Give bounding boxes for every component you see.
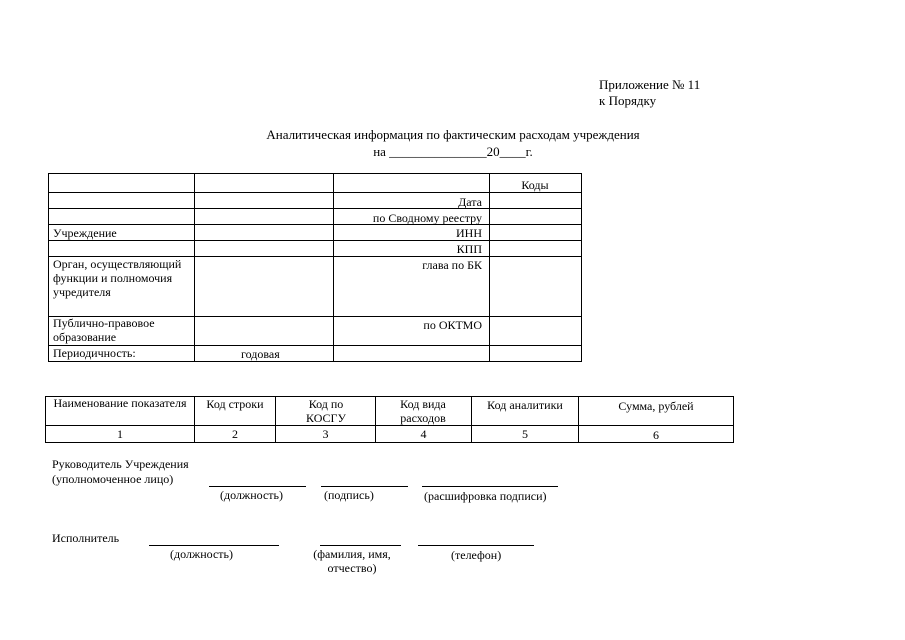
label-inn: ИНН (456, 226, 482, 240)
label-consolidated-register: по Сводному реестру (372, 211, 482, 225)
appendix-number: Приложение № 11 (599, 77, 701, 92)
head-signature-line (321, 486, 408, 487)
label-budget-code-head: глава по БК (422, 258, 482, 272)
appendix-reference: к Порядку (599, 93, 657, 108)
head-caption-signature: (подпись) (324, 488, 374, 502)
label-date: Дата (458, 195, 482, 209)
label-public-entity: Публично-правовое образование (53, 316, 155, 344)
label-kpp: КПП (456, 242, 482, 256)
executor-label: Исполнитель (52, 531, 120, 545)
codes-header: Коды (521, 178, 549, 192)
head-position-line (209, 486, 306, 487)
label-founder-authority: Орган, осуществляющий функции и полномочия учредителя (53, 257, 182, 299)
col-number-2: 2 (232, 427, 238, 441)
document-date-line: на _______________20____г. (373, 144, 533, 159)
label-periodicity: Периодичность: (53, 346, 136, 360)
executor-phone-line (418, 545, 534, 546)
col-number-5: 5 (522, 427, 528, 441)
executor-caption-phone: (телефон) (451, 548, 502, 562)
executor-caption-position: (должность) (170, 547, 233, 561)
col-header-expense-type: Код вида расходов (400, 397, 446, 425)
label-oktmo: по ОКТМО (423, 318, 482, 332)
executor-fullname-line (320, 545, 401, 546)
col-header-amount: Сумма, рублей (618, 399, 694, 413)
col-header-indicator: Наименование показателя (53, 396, 187, 410)
col-header-analytics: Код аналитики (487, 398, 563, 412)
head-label-note: (уполномоченное лицо) (52, 472, 174, 486)
executor-position-line (149, 545, 279, 546)
executor-caption-fullname: (фамилия, имя, отчество) (313, 547, 391, 575)
col-header-kosgu: Код по КОСГУ (306, 397, 346, 425)
col-header-row-code: Код строки (206, 397, 264, 411)
document-title: Аналитическая информация по фактическим расходам учреждения (266, 127, 640, 142)
head-caption-name: (расшифровка подписи) (424, 489, 547, 503)
col-number-3: 3 (322, 427, 329, 441)
head-name-line (422, 486, 558, 487)
col-number-4: 4 (420, 427, 427, 441)
label-institution: Учреждение (53, 226, 117, 240)
col-number-6: 6 (653, 428, 659, 442)
periodicity-value: годовая (241, 347, 280, 361)
head-label: Руководитель Учреждения (52, 457, 189, 471)
head-caption-position: (должность) (220, 488, 283, 502)
col-number-1: 1 (117, 427, 123, 441)
